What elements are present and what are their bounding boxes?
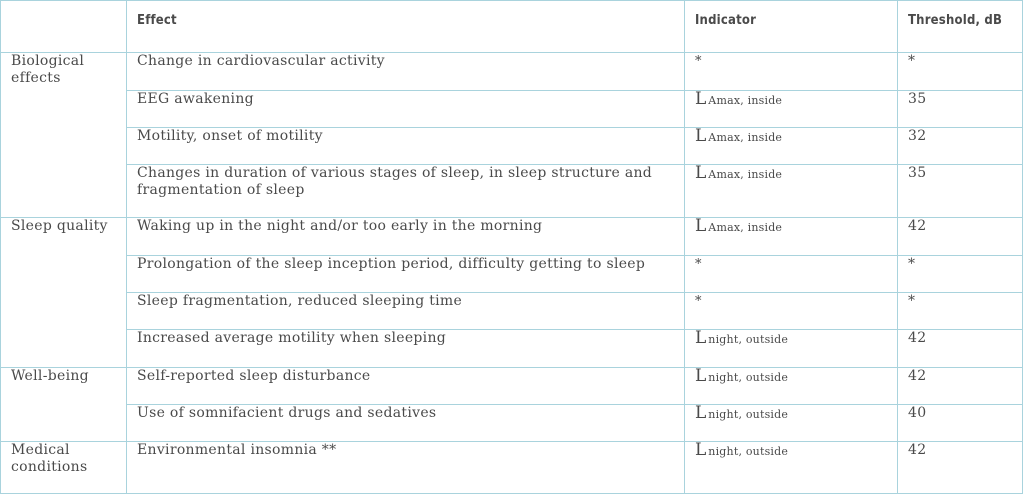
indicator-cell: [685, 293, 898, 330]
indicator-cell: [685, 128, 898, 165]
indicator-cell: [685, 330, 898, 368]
indicator-symbol: L: [695, 366, 707, 386]
indicator-cell: [685, 218, 898, 256]
indicator-subscript: Amax, inside: [708, 168, 783, 181]
indicator-subscript: night, outside: [708, 371, 789, 384]
indicator-symbol: L: [695, 163, 707, 183]
table-row: [1, 442, 1023, 494]
threshold-cell: 42: [898, 330, 1023, 368]
threshold-cell: 42: [898, 218, 1023, 256]
effect-cell: Motility, onset of motility: [127, 128, 685, 165]
effect-cell: Use of somnifacient drugs and sedatives: [127, 405, 685, 442]
effect-cell: Increased average motility when sleeping: [127, 330, 685, 368]
effect-cell: Changes in duration of various stages of sleep, in sleep structure and fragmentation of sleep: [127, 165, 685, 218]
table-body: [1, 53, 1023, 494]
header-effect: Effect: [127, 1, 685, 53]
effect-cell: Environmental insomnia **: [127, 442, 685, 494]
table-row: [1, 405, 1023, 442]
effect-cell: Prolongation of the sleep inception period, difficulty getting to sleep: [127, 256, 685, 293]
table-row: [1, 128, 1023, 165]
indicator-cell: [685, 53, 898, 91]
indicator-subscript: night, outside: [708, 445, 789, 458]
threshold-cell: *: [898, 293, 1023, 330]
table-row: [1, 218, 1023, 256]
category-cell: Medical conditions: [1, 442, 127, 494]
indicator-subscript: Amax, inside: [708, 94, 783, 107]
header-indicator: Indicator: [685, 1, 898, 53]
indicator-cell: [685, 405, 898, 442]
indicator-cell: [685, 91, 898, 128]
indicator-cell: [685, 368, 898, 405]
indicator-symbol: L: [695, 216, 707, 236]
table-row: [1, 293, 1023, 330]
effect-cell: EEG awakening: [127, 91, 685, 128]
threshold-cell: 42: [898, 368, 1023, 405]
category-cell: Well-being: [1, 368, 127, 442]
threshold-cell: 35: [898, 91, 1023, 128]
indicator-cell: [685, 165, 898, 218]
category-cell: Sleep quality: [1, 218, 127, 368]
table-row: [1, 91, 1023, 128]
indicator-symbol: *: [695, 294, 702, 309]
threshold-cell: *: [898, 256, 1023, 293]
indicator-symbol: L: [695, 89, 707, 109]
indicator-symbol: L: [695, 440, 707, 460]
threshold-cell: 35: [898, 165, 1023, 218]
header-threshold: Threshold, dB: [898, 1, 1023, 53]
table-row: [1, 330, 1023, 368]
threshold-cell: *: [898, 53, 1023, 91]
indicator-subscript: night, outside: [708, 408, 789, 421]
threshold-cell: 40: [898, 405, 1023, 442]
indicator-cell: [685, 442, 898, 494]
effect-cell: Change in cardiovascular activity: [127, 53, 685, 91]
indicator-cell: [685, 256, 898, 293]
indicator-symbol: *: [695, 54, 702, 69]
indicator-symbol: L: [695, 328, 707, 348]
effect-cell: Sleep fragmentation, reduced sleeping time: [127, 293, 685, 330]
indicator-symbol: *: [695, 257, 702, 272]
effect-cell: Waking up in the night and/or too early in the morning: [127, 218, 685, 256]
indicator-subscript: night, outside: [708, 333, 789, 346]
table-row: [1, 165, 1023, 218]
threshold-cell: 32: [898, 128, 1023, 165]
threshold-cell: 42: [898, 442, 1023, 494]
indicator-subscript: Amax, inside: [708, 131, 783, 144]
table-row: [1, 53, 1023, 91]
table-row: [1, 368, 1023, 405]
header-row: [1, 1, 1023, 53]
indicator-subscript: Amax, inside: [708, 221, 783, 234]
indicator-symbol: L: [695, 126, 707, 146]
effect-cell: Self-reported sleep disturbance: [127, 368, 685, 405]
category-cell: Biological effects: [1, 53, 127, 218]
table-header: [1, 1, 1023, 53]
header-category: [1, 1, 127, 53]
indicator-symbol: L: [695, 403, 707, 423]
table-row: [1, 256, 1023, 293]
